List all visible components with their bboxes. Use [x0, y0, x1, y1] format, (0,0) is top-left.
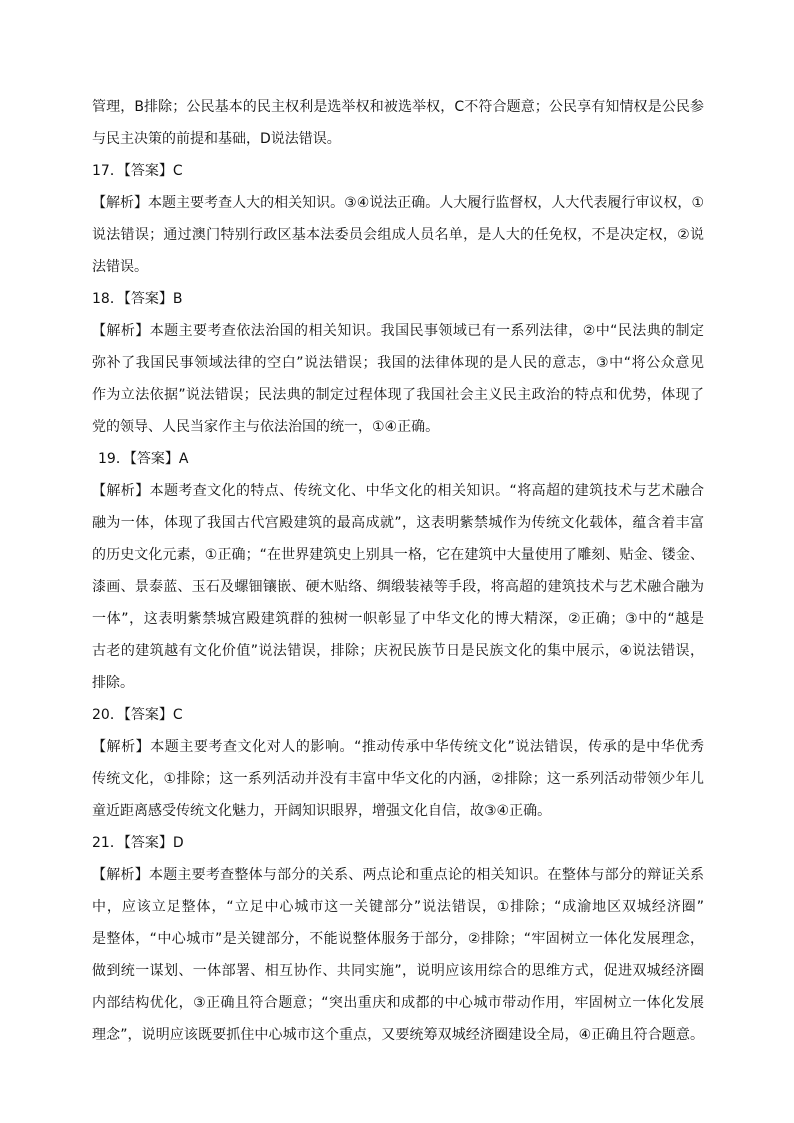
text-line: 漆画、景泰蓝、玉石及螺钿镶嵌、硬木贴络、绸缎装裱等手段，将高超的建筑技术与艺术融合融为 — [92, 579, 704, 595]
text-line: 法错误。 — [92, 259, 148, 275]
answer-heading-18: 18．【答案】B — [92, 291, 183, 307]
text-line: 做到统一谋划、一体部署、相互协作、共同实施”，说明应该用综合的思维方式，促进双城经济圈 — [92, 963, 704, 979]
text-line: 内部结构优化，③正确且符合题意；“突出重庆和成都的中心城市带动作用，牢固树立一体化发展 — [92, 995, 704, 1011]
text-line: 作为立法依据”说法错误；民法典的制定过程体现了我国社会主义民主政治的特点和优势，体现了 — [92, 387, 704, 403]
text-line: 是整体，“中心城市”是关键部分，不能说整体服务于部分，②排除；“牢固树立一体化发展理念， — [92, 931, 704, 947]
text-line: 古老的建筑越有文化价值”说法错误，排除；庆祝民族节日是民族文化的集中展示，④说法错误， — [92, 643, 704, 659]
text-line: 【解析】本题主要考查人大的相关知识。③④说法正确。人大履行监督权，人大代表履行审议权，① — [92, 195, 704, 211]
answer-heading-21: 21．【答案】D — [92, 835, 184, 851]
text-line: 弥补了我国民事领域法律的空白”说法错误；我国的法律体现的是人民的意志，③中“将公众意见 — [92, 355, 704, 371]
text-line: 党的领导、人民当家作主与依法治国的统一，①④正确。 — [92, 419, 440, 435]
answer-page — [92, 91, 704, 1051]
text-line: 【解析】本题主要考查整体与部分的关系、两点论和重点论的相关知识。在整体与部分的辩证关系 — [92, 867, 704, 883]
text-line: 排除。 — [92, 675, 134, 691]
text-line: 的历史文化元素，①正确；“在世界建筑史上别具一格，它在建筑中大量使用了雕刻、贴金、镂金、 — [92, 547, 704, 563]
text-line: 管理，B排除；公民基本的民主权利是选举权和被选举权，C不符合题意；公民享有知情权是公民参 — [92, 99, 704, 115]
text-line: 【解析】本题主要考查文化对人的影响。“推动传承中华传统文化”说法错误，传承的是中华优秀 — [92, 739, 704, 755]
answer-heading-19: 19．【答案】A — [98, 451, 189, 467]
text-line: 说法错误；通过澳门特别行政区基本法委员会组成人员名单，是人大的任免权，不是决定权，②说 — [92, 227, 704, 243]
text-line: 【解析】本题主要考查依法治国的相关知识。我国民事领域已有一系列法律，②中“民法典的制定 — [92, 323, 704, 339]
text-line: 【解析】本题考查文化的特点、传统文化、中华文化的相关知识。“将高超的建筑技术与艺术融合 — [92, 483, 704, 499]
text-line: 与民主决策的前提和基础，D说法错误。 — [92, 131, 341, 147]
answer-heading-20: 20．【答案】C — [92, 707, 183, 723]
text-line: 理念”，说明应该既要抓住中心城市这个重点，又要统筹双城经济圈建设全局，④正确且符合题意。 — [92, 1027, 704, 1043]
text-line: 一体”，这表明紫禁城宫殿建筑群的独树一帜彰显了中华文化的博大精深，②正确；③中的“越是 — [92, 611, 704, 627]
text-line: 传统文化，①排除；这一系列活动并没有丰富中华文化的内涵，②排除；这一系列活动带领少年儿 — [92, 771, 704, 787]
answer-heading-17: 17．【答案】C — [92, 163, 183, 179]
text-line: 中，应该立足整体，“立足中心城市这一关键部分”说法错误，①排除；“成渝地区双城经济圈” — [92, 899, 704, 915]
text-line: 融为一体，体现了我国古代宫殿建筑的最高成就”，这表明紫禁城作为传统文化载体，蕴含着丰富 — [92, 515, 704, 531]
text-line: 童近距离感受传统文化魅力，开阔知识眼界，增强文化自信，故③④正确。 — [92, 803, 552, 819]
